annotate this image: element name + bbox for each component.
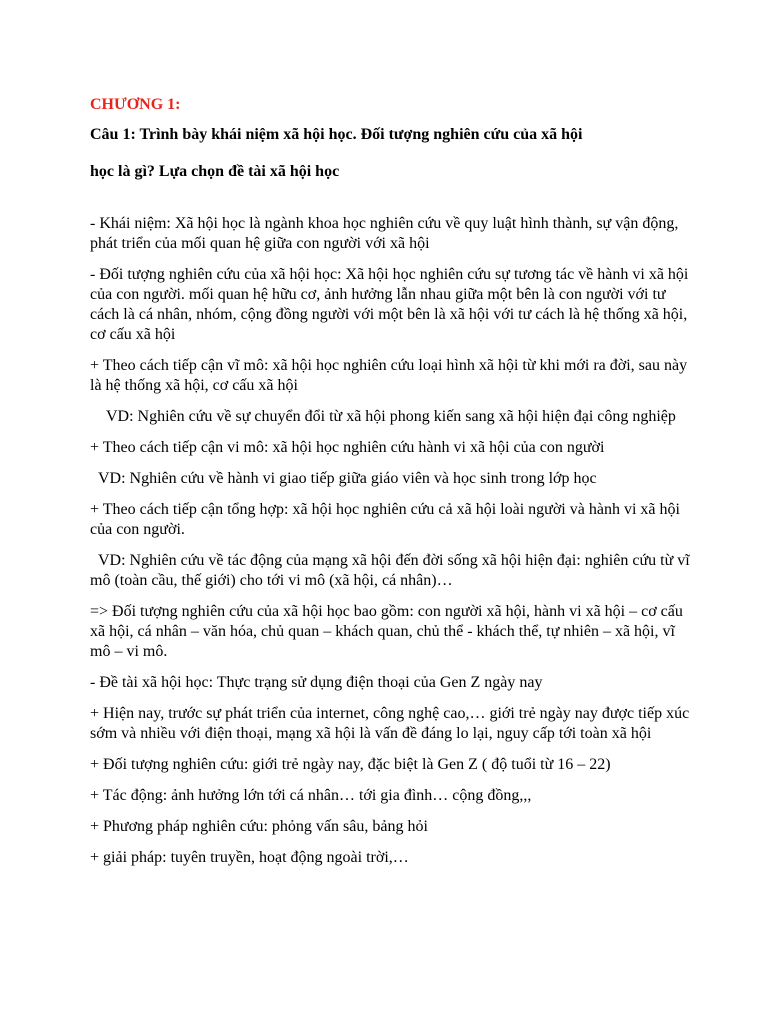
paragraph-research-subject: - Đối tượng nghiên cứu của xã hội học: Xã hội học nghiên cứu sự tương tác về hành vi xã hội của con người. mối quan hệ hữu cơ, ảnh hưởng lẫn nhau giữa một bên là con người với tư cách là cá nhân, nhóm, cộng đồng người với một bên là xã hội với tư cách là hệ thống xã hội, cơ cấu xã hội: [90, 266, 693, 343]
chapter-heading: CHƯƠNG 1:: [90, 96, 181, 113]
question-heading-line-2: học là gì? Lựa chọn đề tài xã hội học: [90, 163, 340, 180]
paragraph-topic-impact: + Tác động: ảnh hưởng lớn tới cá nhân… tới gia đình… cộng đồng,,,: [90, 787, 532, 804]
paragraph-topic-solution: + giải pháp: tuyên truyền, hoạt động ngoài trời,…: [90, 849, 409, 866]
document-body: [90, 214, 694, 868]
question-heading-line-1: Câu 1: Trình bày khái niệm xã hội học. Đối tượng nghiên cứu của xã hội: [90, 126, 583, 143]
paragraph-macro-approach: + Theo cách tiếp cận vĩ mô: xã hội học nghiên cứu loại hình xã hội từ khi mới ra đời, sau này là hệ thống xã hội, cơ cấu xã hội: [90, 357, 692, 394]
paragraph-topic-context: + Hiện nay, trước sự phát triển của internet, công nghệ cao,… giới trẻ ngày nay được tiếp xúc sớm và nhiều với điện thoại, mạng xã hội là vấn đề đáng lo lại, nguy cấp tới toàn xã hội: [90, 705, 694, 742]
paragraph-combined-approach: + Theo cách tiếp cận tổng hợp: xã hội học nghiên cứu cả xã hội loài người và hành vi xã hội của con người.: [90, 501, 684, 538]
paragraph-topic-method: + Phương pháp nghiên cứu: phỏng vấn sâu, bảng hỏi: [90, 818, 428, 835]
paragraph-micro-approach: + Theo cách tiếp cận vi mô: xã hội học nghiên cứu hành vi xã hội của con người: [90, 439, 605, 456]
paragraph-micro-example: VD: Nghiên cứu về hành vi giao tiếp giữa giáo viên và học sinh trong lớp học: [90, 470, 597, 487]
paragraph-definition: - Khái niệm: Xã hội học là ngành khoa học nghiên cứu về quy luật hình thành, sự vận động, phát triển của mối quan hệ giữa con người với xã hội: [90, 215, 683, 252]
paragraph-combined-example: VD: Nghiên cứu về tác động của mạng xã hội đến đời sống xã hội hiện đại: nghiên cứu từ vĩ mô (toàn cầu, thế giới) cho tới vi mô (xã hội, cá nhân)…: [90, 552, 694, 589]
paragraph-macro-example: VD: Nghiên cứu về sự chuyển đổi từ xã hội phong kiến sang xã hội hiện đại công nghiệp: [90, 408, 676, 425]
paragraph-conclusion: => Đối tượng nghiên cứu của xã hội học bao gồm: con người xã hội, hành vi xã hội – cơ cấu xã hội, cá nhân – văn hóa, chủ quan – khách quan, chủ thể - khách thể, tự nhiên – xã hội, vĩ mô – vi mô.: [90, 603, 687, 660]
document-content: [90, 94, 694, 879]
paragraph-topic: - Đề tài xã hội học: Thực trạng sử dụng điện thoại của Gen Z ngày nay: [90, 674, 543, 691]
paragraph-topic-subject: + Đối tượng nghiên cứu: giới trẻ ngày nay, đặc biệt là Gen Z ( độ tuổi từ 16 – 22): [90, 756, 611, 773]
